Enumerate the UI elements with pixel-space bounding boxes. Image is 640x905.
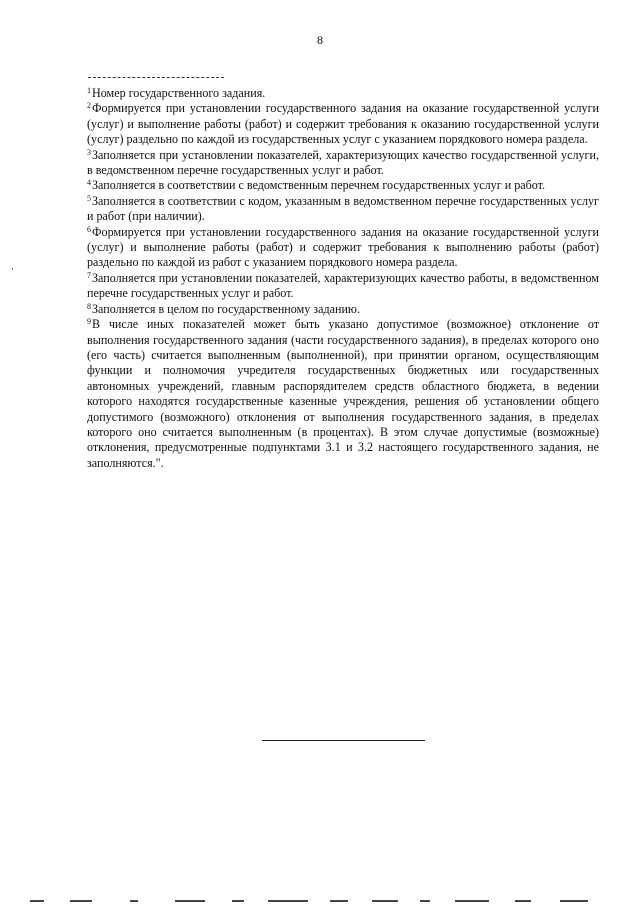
- footnote-8: [87, 302, 599, 317]
- footnote-mark: 2: [87, 101, 91, 111]
- footnote-mark: 8: [87, 301, 91, 311]
- footnote-mark: 6: [87, 224, 91, 234]
- footnote-mark: 7: [87, 270, 91, 280]
- footnote-6: [87, 225, 599, 271]
- footnote-mark: 9: [87, 317, 91, 327]
- footnote-9: [87, 317, 599, 471]
- footnote-mark: 3: [87, 147, 91, 157]
- footnote-2: [87, 101, 599, 147]
- footnote-1: [87, 86, 599, 101]
- end-of-document-line: [262, 740, 425, 741]
- footnote-separator: [88, 77, 224, 78]
- scan-noise-strip: [0, 899, 640, 905]
- footnote-text: Заполняется при установлении показателей, характеризующих качество работы, в ведомственном перечне государственных услуг и работ.: [87, 270, 599, 301]
- footnote-text: Формируется при установлении государственного задания на оказание государственной услуги (услуг) и выполнение работы (работ) и содержит требования к выполнению работы (работ) раздельно по каждой из работ с указанием порядкового номера раздела.: [87, 224, 599, 270]
- footnote-text: Заполняется в целом по государственному заданию.: [92, 301, 360, 316]
- footnote-5: [87, 194, 599, 225]
- footnote-mark: 1: [87, 86, 91, 95]
- footnotes-list: [87, 86, 599, 471]
- footnote-7: [87, 271, 599, 302]
- footnote-text: Формируется при установлении государственного задания на оказание государственной услуги (услуг) и выполнение работы (работ) и содержит требования к оказанию государственной услуги (услуг) раздельно по каждой из государственных услуг с указанием порядкового номера раздела.: [87, 101, 599, 147]
- footnote-text: Заполняется при установлении показателей, характеризующих качество государственной услуги, в ведомственном перечне государственных услуг и работ.: [87, 147, 599, 178]
- footnote-text: Заполняется в соответствии с ведомственным перечнем государственных услуг и работ.: [92, 178, 546, 193]
- footnote-text: Заполняется в соответствии с кодом, указанным в ведомственном перечне государственных услуг и работ (при наличии).: [87, 193, 599, 224]
- footnote-mark: 4: [87, 178, 91, 188]
- page-number: 8: [317, 33, 323, 47]
- footnote-3: [87, 148, 599, 179]
- footnote-text: В числе иных показателей может быть указано допустимое (возможное) отклонение от выполнения государственного задания (части государственного задания), в пределах которого оно (его часть) считается выполненным (выполненной), при принятии органом, осуществляющим функции и полномочия учредителя государственных бюджетных или государственных автономных учреждений, главным распорядителем средств областного бюджета, в ведении которого находятся государственные казенные учреждения, решения об установлении общего допустимого (возможного) отклонения от выполнения государственного задания, в пределах которого оно считается выполненным (в процентах). В этом случае допустимые (возможные) отклонения, предусмотренные подпунктами 3.1 и 3.2 настоящего государственного задания, не заполняются.".: [87, 317, 599, 470]
- footnote-mark: 5: [87, 193, 91, 203]
- scan-speck: [12, 268, 13, 270]
- footnote-text: Номер государственного задания.: [92, 86, 266, 100]
- footnote-4: [87, 178, 599, 193]
